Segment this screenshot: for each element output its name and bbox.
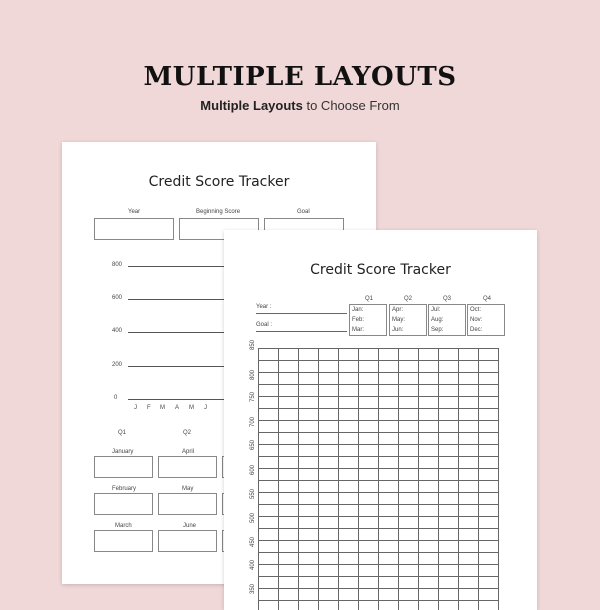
month-label: Mar: [352, 327, 364, 333]
grid-row-line [258, 480, 499, 481]
grid-row-line [258, 420, 499, 421]
quarter-box-q3[interactable] [428, 304, 466, 336]
y-tick-label: 800 [112, 262, 123, 268]
grid-row-line [258, 564, 499, 565]
grid-column-line [318, 348, 319, 610]
month-label-june: June [183, 523, 197, 529]
quarter-label-q1: Q1 [118, 430, 127, 436]
month-label-february: February [112, 486, 137, 492]
grid-row-line [258, 516, 499, 517]
y-tick-label: 750 [250, 391, 256, 402]
quarter-label-q1: Q1 [365, 296, 374, 302]
quarter-label-q2: Q2 [404, 296, 413, 302]
year-label: Year : [256, 304, 272, 310]
grid-column-line [478, 348, 479, 610]
field-label-beginning-score: Beginning Score [196, 209, 241, 215]
quarter-box-q4[interactable] [467, 304, 505, 336]
y-tick-label: 700 [250, 416, 256, 427]
month-initial: F [147, 405, 151, 411]
y-tick-label: 550 [250, 488, 256, 499]
grid-column-line [498, 348, 499, 610]
grid-row-line [258, 528, 499, 529]
grid-row-line [258, 360, 499, 361]
month-label: Feb: [352, 317, 365, 323]
subheadline-rest: to Choose From [302, 98, 400, 113]
month-label: Oct: [470, 307, 482, 313]
y-tick-label: 850 [250, 339, 256, 350]
grid-column-line [278, 348, 279, 610]
y-tick-label: 600 [112, 295, 123, 301]
field-label-goal: Goal [297, 209, 310, 215]
subheadline-bold: Multiple Layouts [200, 98, 303, 113]
grid-row-line [258, 384, 499, 385]
y-tick-label: 500 [250, 512, 256, 523]
grid-row-line [258, 444, 499, 445]
month-label: Nov: [470, 317, 483, 323]
quarter-label-q3: Q3 [443, 296, 452, 302]
headline: MULTIPLE LAYOUTS [143, 62, 457, 92]
y-tick-label: 800 [250, 369, 256, 380]
month-label: Apr: [392, 307, 404, 313]
goal-label: Goal : [256, 322, 273, 328]
grid-row-line [258, 492, 499, 493]
grid-row-line [258, 468, 499, 469]
month-label-january: January [112, 449, 134, 455]
y-tick-label: 350 [250, 583, 256, 594]
grid-row-line [258, 456, 499, 457]
grid-column-line [378, 348, 379, 610]
march-score-field[interactable] [94, 530, 153, 552]
front-sheet-title: Credit Score Tracker [310, 262, 451, 278]
month-label: May: [392, 317, 406, 323]
month-label: Jun: [392, 327, 404, 333]
y-tick-label: 600 [250, 464, 256, 475]
month-initial: M [189, 405, 194, 411]
y-tick-label: 650 [250, 439, 256, 450]
y-tick-label: 200 [112, 362, 123, 368]
grid-column-line [358, 348, 359, 610]
month-initial: A [175, 405, 180, 411]
score-grid[interactable] [258, 348, 506, 610]
month-label-may: May [182, 486, 194, 492]
quarter-label-q4: Q4 [483, 296, 492, 302]
june-score-field[interactable] [158, 530, 217, 552]
month-label: Sep: [431, 327, 444, 333]
grid-row-line [258, 552, 499, 553]
grid-row-line [258, 396, 499, 397]
month-label-april: April [182, 449, 195, 455]
grid-column-line [418, 348, 419, 610]
front-tracker-sheet [224, 230, 537, 610]
y-tick-label: 400 [250, 559, 256, 570]
grid-column-line [458, 348, 459, 610]
y-tick-label: 0 [114, 395, 118, 401]
quarter-box-q2[interactable] [389, 304, 427, 336]
month-initial: M [160, 405, 165, 411]
month-label: Jan: [352, 307, 364, 313]
grid-column-line [338, 348, 339, 610]
back-sheet-title: Credit Score Tracker [148, 174, 290, 190]
grid-row-line [258, 432, 499, 433]
quarter-box-q1[interactable] [349, 304, 387, 336]
grid-row-line [258, 540, 499, 541]
grid-column-line [438, 348, 439, 610]
february-score-field[interactable] [94, 493, 153, 515]
april-score-field[interactable] [158, 456, 217, 478]
grid-row-line [258, 408, 499, 409]
subheadline [0, 98, 600, 113]
month-label: Jul: [431, 307, 441, 313]
grid-column-line [258, 348, 259, 610]
goal-line[interactable] [256, 331, 347, 332]
quarter-label-q2: Q2 [183, 430, 192, 436]
month-label: Aug: [431, 317, 444, 323]
year-field[interactable] [94, 218, 174, 240]
year-line[interactable] [256, 313, 347, 314]
may-score-field[interactable] [158, 493, 217, 515]
grid-column-line [398, 348, 399, 610]
month-label-march: March [115, 523, 132, 529]
grid-column-line [298, 348, 299, 610]
grid-row-line [258, 372, 499, 373]
field-label-year: Year [128, 209, 141, 215]
y-tick-label: 400 [112, 328, 123, 334]
month-label: Dec: [470, 327, 483, 333]
january-score-field[interactable] [94, 456, 153, 478]
grid-row-line [258, 600, 499, 601]
month-initial: J [134, 405, 137, 411]
grid-row-line [258, 348, 499, 349]
grid-row-line [258, 588, 499, 589]
grid-row-line [258, 576, 499, 577]
grid-row-line [258, 504, 499, 505]
month-initial: J [204, 405, 207, 411]
y-tick-label: 450 [250, 536, 256, 547]
